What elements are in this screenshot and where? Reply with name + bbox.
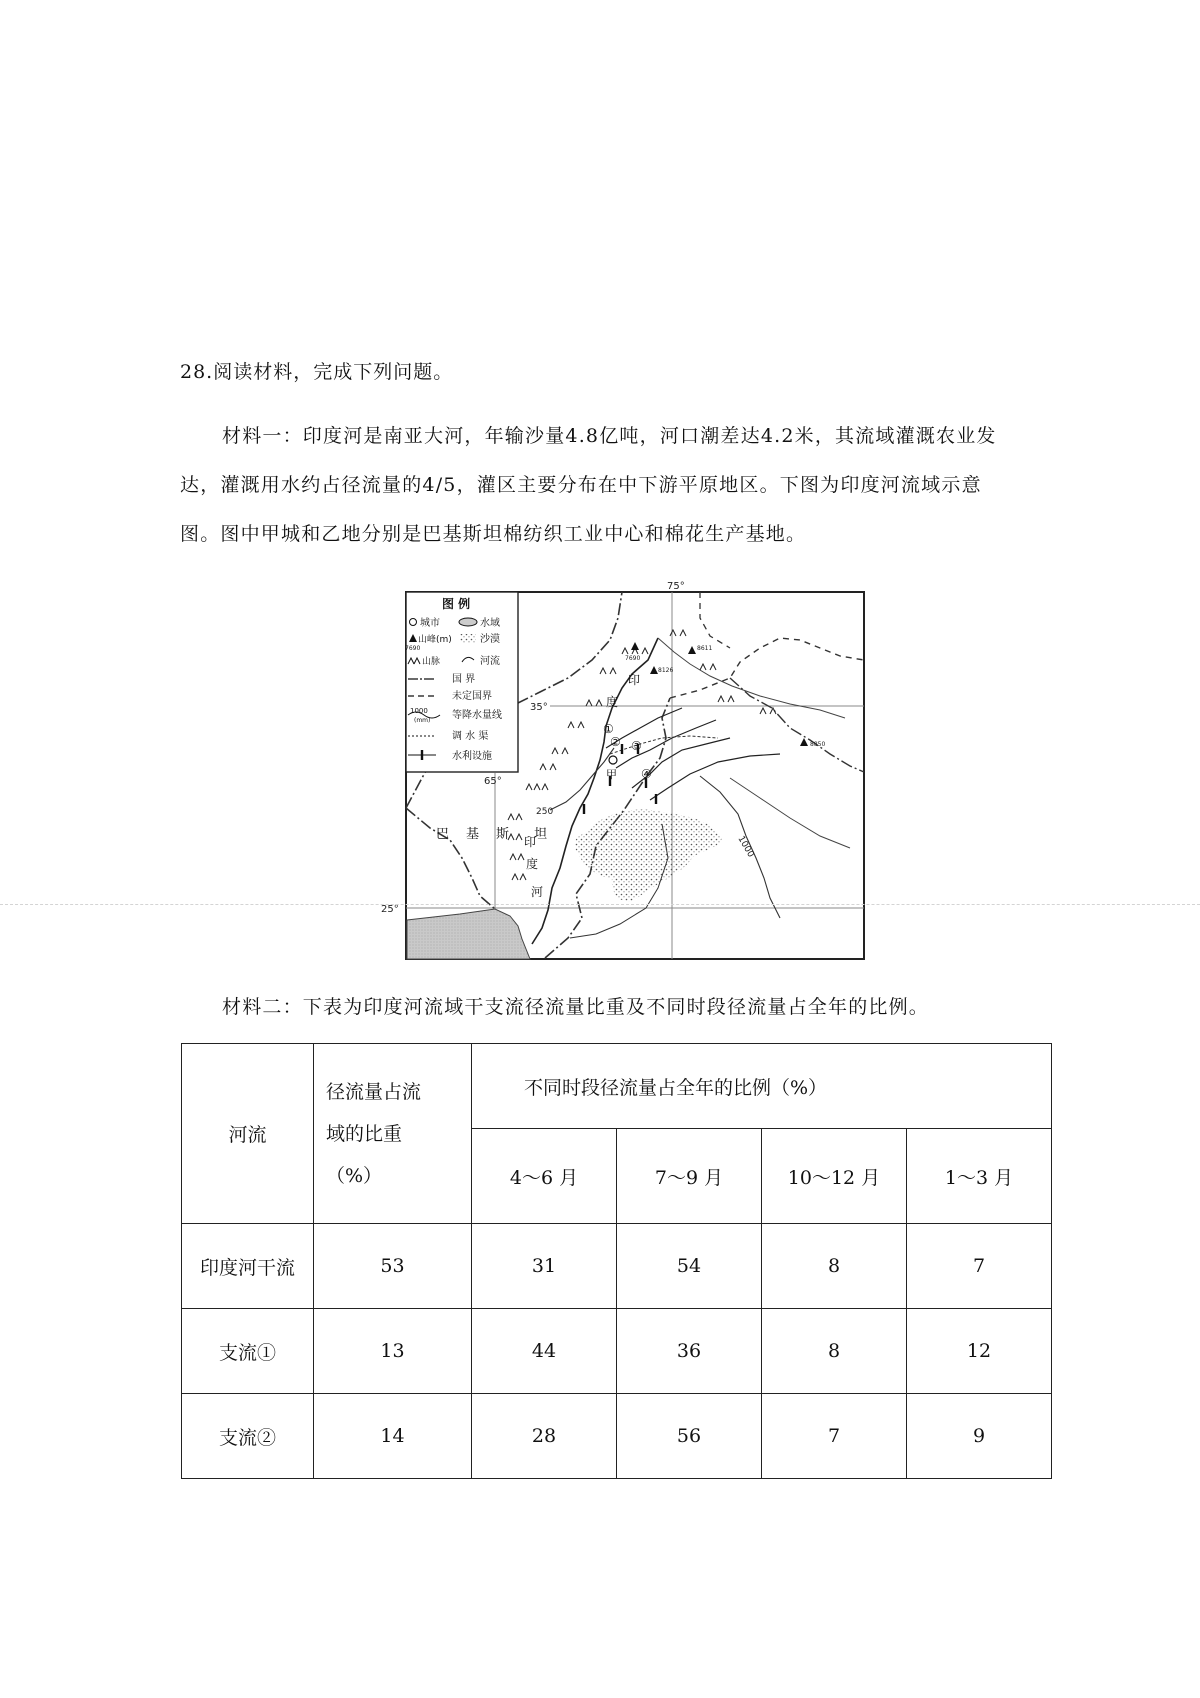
legend-desert-label: 沙漠 xyxy=(480,634,500,645)
legend-isohyet-unit: (mm) xyxy=(414,717,431,724)
legend-peak-sample: 7690 xyxy=(405,645,421,652)
row-m3: 8 xyxy=(762,1224,907,1309)
row-m3: 8 xyxy=(762,1309,907,1394)
tributary-4-label: ④ xyxy=(641,767,652,781)
header-river: 河流 xyxy=(182,1044,314,1224)
legend-isohyet-sample: 1000 xyxy=(410,707,428,715)
header-month-jul-sep: 7～9 月 xyxy=(617,1129,762,1224)
legend-water-icon xyxy=(459,618,477,626)
material-two-paragraph: 材料二：下表为印度河流域干支流径流量比重及不同时段径流量占全年的比例。 xyxy=(222,996,930,1018)
lat-35-label: 35° xyxy=(530,702,548,713)
tributary-2-label: ② xyxy=(610,735,621,749)
row-name: 支流① xyxy=(182,1309,314,1394)
question-title: 28.阅读材料，完成下列问题。 xyxy=(180,361,454,383)
row-m2: 36 xyxy=(617,1309,762,1394)
legend-city-icon xyxy=(410,619,417,626)
country-label-2: 基 xyxy=(466,827,480,842)
header-month-apr-jun: 4～6 月 xyxy=(472,1129,617,1224)
legend-mountain-label: 山脉 xyxy=(422,657,441,667)
lat-25-label: 25° xyxy=(381,904,399,915)
row-m1: 31 xyxy=(472,1224,617,1309)
country-label-3: 斯 xyxy=(496,827,510,842)
header-share-line-2: 域的比重 xyxy=(326,1122,403,1145)
lon-65-label: 65° xyxy=(484,776,502,787)
river-upper-label-2: 度 xyxy=(606,695,619,709)
header-month-jan-mar: 1～3 月 xyxy=(907,1129,1052,1224)
legend-canal-label: 调 水 渠 xyxy=(452,731,489,742)
row-m2: 54 xyxy=(617,1224,762,1309)
row-share: 53 xyxy=(314,1224,472,1309)
legend-isohyet-label: 等降水量线 xyxy=(452,710,502,721)
legend-facility-label: 水利设施 xyxy=(452,751,492,762)
material-one-paragraph: 材料一：印度河是南亚大河，年输沙量4.8亿吨，河口潮差达4.2米，其流域灌溉农业发达，灌溉用水约占径流量的4/5，灌区主要分布在中下游平原地区。下图为印度河流域示意图。图中甲城和乙地分别是巴基斯坦棉纺织工业中心和棉花生产基地。 xyxy=(180,425,997,545)
isohyet-1000-label: 1000 xyxy=(735,834,756,860)
tributary-3-label: ③ xyxy=(631,739,642,753)
legend-water-label: 水域 xyxy=(480,618,500,629)
lon-75-label: 75° xyxy=(667,581,685,592)
legend-desert-icon xyxy=(460,634,476,643)
country-label-4: 坦 xyxy=(534,827,548,842)
river-lower-label-2: 度 xyxy=(526,857,539,871)
legend-border-label: 国 界 xyxy=(452,674,476,685)
peak-8611-label: 8611 xyxy=(697,645,713,652)
river-lower-label-3: 河 xyxy=(531,885,544,899)
legend-river-label: 河流 xyxy=(480,656,500,667)
city-jia-marker xyxy=(609,756,617,764)
indus-basin-map xyxy=(381,578,870,964)
legend-city-label: 城市 xyxy=(420,618,440,629)
table-row xyxy=(182,1309,1052,1394)
row-name: 印度河干流 xyxy=(182,1224,314,1309)
peak-7690-label: 7690 xyxy=(625,655,641,662)
runoff-table xyxy=(181,1043,1052,1479)
isohyet-250-label: 250 xyxy=(536,807,554,817)
city-jia-label: 甲 xyxy=(606,768,617,781)
river-lower-label-1: 印 xyxy=(524,835,537,849)
row-m2: 56 xyxy=(617,1394,762,1479)
table-row xyxy=(182,1224,1052,1309)
row-m1: 28 xyxy=(472,1394,617,1479)
legend-undefined-border-label: 未定国界 xyxy=(452,691,492,702)
row-m4: 12 xyxy=(907,1309,1052,1394)
row-m1: 44 xyxy=(472,1309,617,1394)
table-row xyxy=(182,1394,1052,1479)
header-month-oct-dec: 10～12 月 xyxy=(762,1129,907,1224)
legend-title: 图 例 xyxy=(442,597,471,611)
row-m4: 9 xyxy=(907,1394,1052,1479)
page-divider xyxy=(0,904,1200,905)
legend-peak-label: 山峰(m) xyxy=(418,635,452,645)
tributary-1-label: ① xyxy=(603,722,614,736)
row-share: 13 xyxy=(314,1309,472,1394)
peak-8850-label: 8850 xyxy=(810,741,826,748)
row-name: 支流② xyxy=(182,1394,314,1479)
header-period: 不同时段径流量占全年的比例（%） xyxy=(472,1044,1052,1129)
country-label-1: 巴 xyxy=(436,827,450,842)
row-share: 14 xyxy=(314,1394,472,1479)
header-share xyxy=(314,1044,472,1224)
peak-8126-label: 8126 xyxy=(658,667,674,674)
row-m4: 7 xyxy=(907,1224,1052,1309)
header-share-line-1: 径流量占流 xyxy=(326,1080,422,1103)
row-m3: 7 xyxy=(762,1394,907,1479)
header-share-line-3: （%） xyxy=(326,1164,383,1187)
river-upper-label-1: 印 xyxy=(628,673,641,687)
